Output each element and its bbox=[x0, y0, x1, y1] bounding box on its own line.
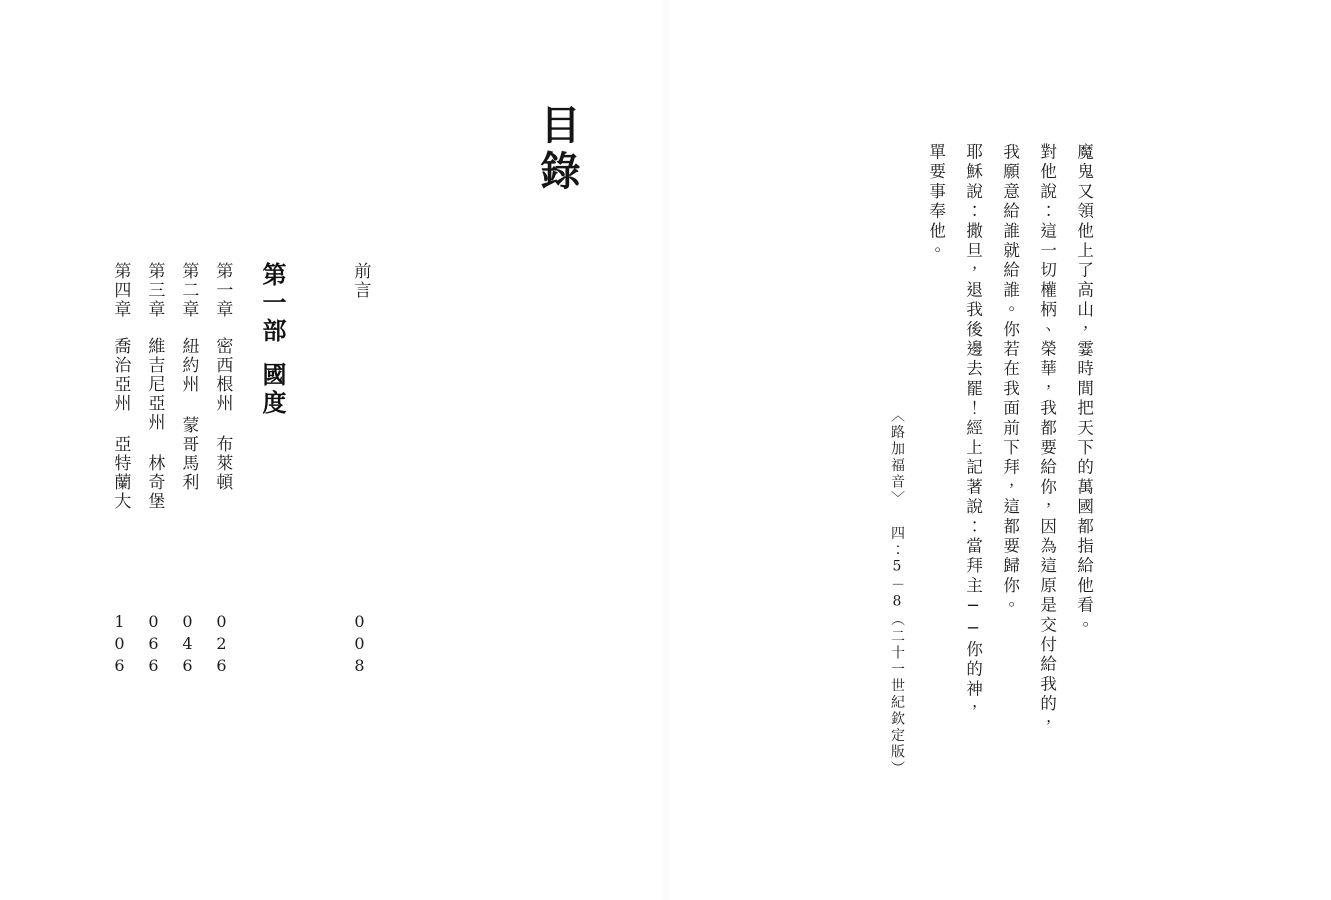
toc-entry-chapter-4-page: 106 bbox=[110, 612, 129, 678]
epigraph-page bbox=[665, 0, 1331, 900]
toc-entry-title: 維吉尼亞州 林奇堡 bbox=[144, 337, 165, 511]
toc-entry-list bbox=[0, 0, 665, 900]
toc-entry-preface-page: 008 bbox=[350, 612, 369, 678]
toc-entry-label: 前言 bbox=[350, 262, 371, 300]
toc-entry-label: 第四章 bbox=[110, 262, 131, 319]
table-of-contents-page bbox=[0, 0, 665, 900]
epigraph-line-2: 對他說：這一切權柄、榮華，我都要給你，因為這原是交付給我的， bbox=[1037, 143, 1057, 734]
toc-entry-title: 喬治亞州 亞特蘭大 bbox=[110, 337, 131, 511]
toc-entry-label: 第一章 bbox=[212, 262, 233, 319]
epigraph-source: 〈路加福音〉 四：5－8（二十一世紀欽定版） bbox=[889, 408, 905, 777]
toc-entry-chapter-1-page: 026 bbox=[212, 612, 231, 678]
toc-entry-chapter-2-page: 046 bbox=[178, 612, 197, 678]
toc-entry-label: 第二章 bbox=[178, 262, 199, 319]
epigraph-line-4: 耶穌說：撒旦，退我後邊去罷！經上記著說：當拜主──你的神， bbox=[963, 143, 983, 720]
toc-part-title: 國度 bbox=[258, 362, 287, 418]
epigraph-line-5: 單要事奉他。 bbox=[926, 143, 946, 262]
toc-part-label: 第一部 bbox=[258, 262, 287, 346]
epigraph-line-3: 我願意給誰就給誰。你若在我面前下拜，這都要歸你。 bbox=[1000, 143, 1020, 616]
epigraph-line-1: 魔鬼又領他上了高山，霎時間把天下的萬國都指給他看。 bbox=[1074, 143, 1094, 636]
page-title: 目錄 bbox=[534, 104, 581, 196]
toc-entry-title: 密西根州 布萊頓 bbox=[212, 337, 233, 492]
toc-entry-label: 第三章 bbox=[144, 262, 165, 319]
toc-entry-chapter-3-page: 066 bbox=[144, 612, 163, 678]
toc-part-heading[interactable] bbox=[255, 262, 290, 418]
epigraph-block bbox=[665, 0, 1331, 900]
toc-entry-title: 紐約州 蒙哥馬利 bbox=[178, 337, 199, 492]
